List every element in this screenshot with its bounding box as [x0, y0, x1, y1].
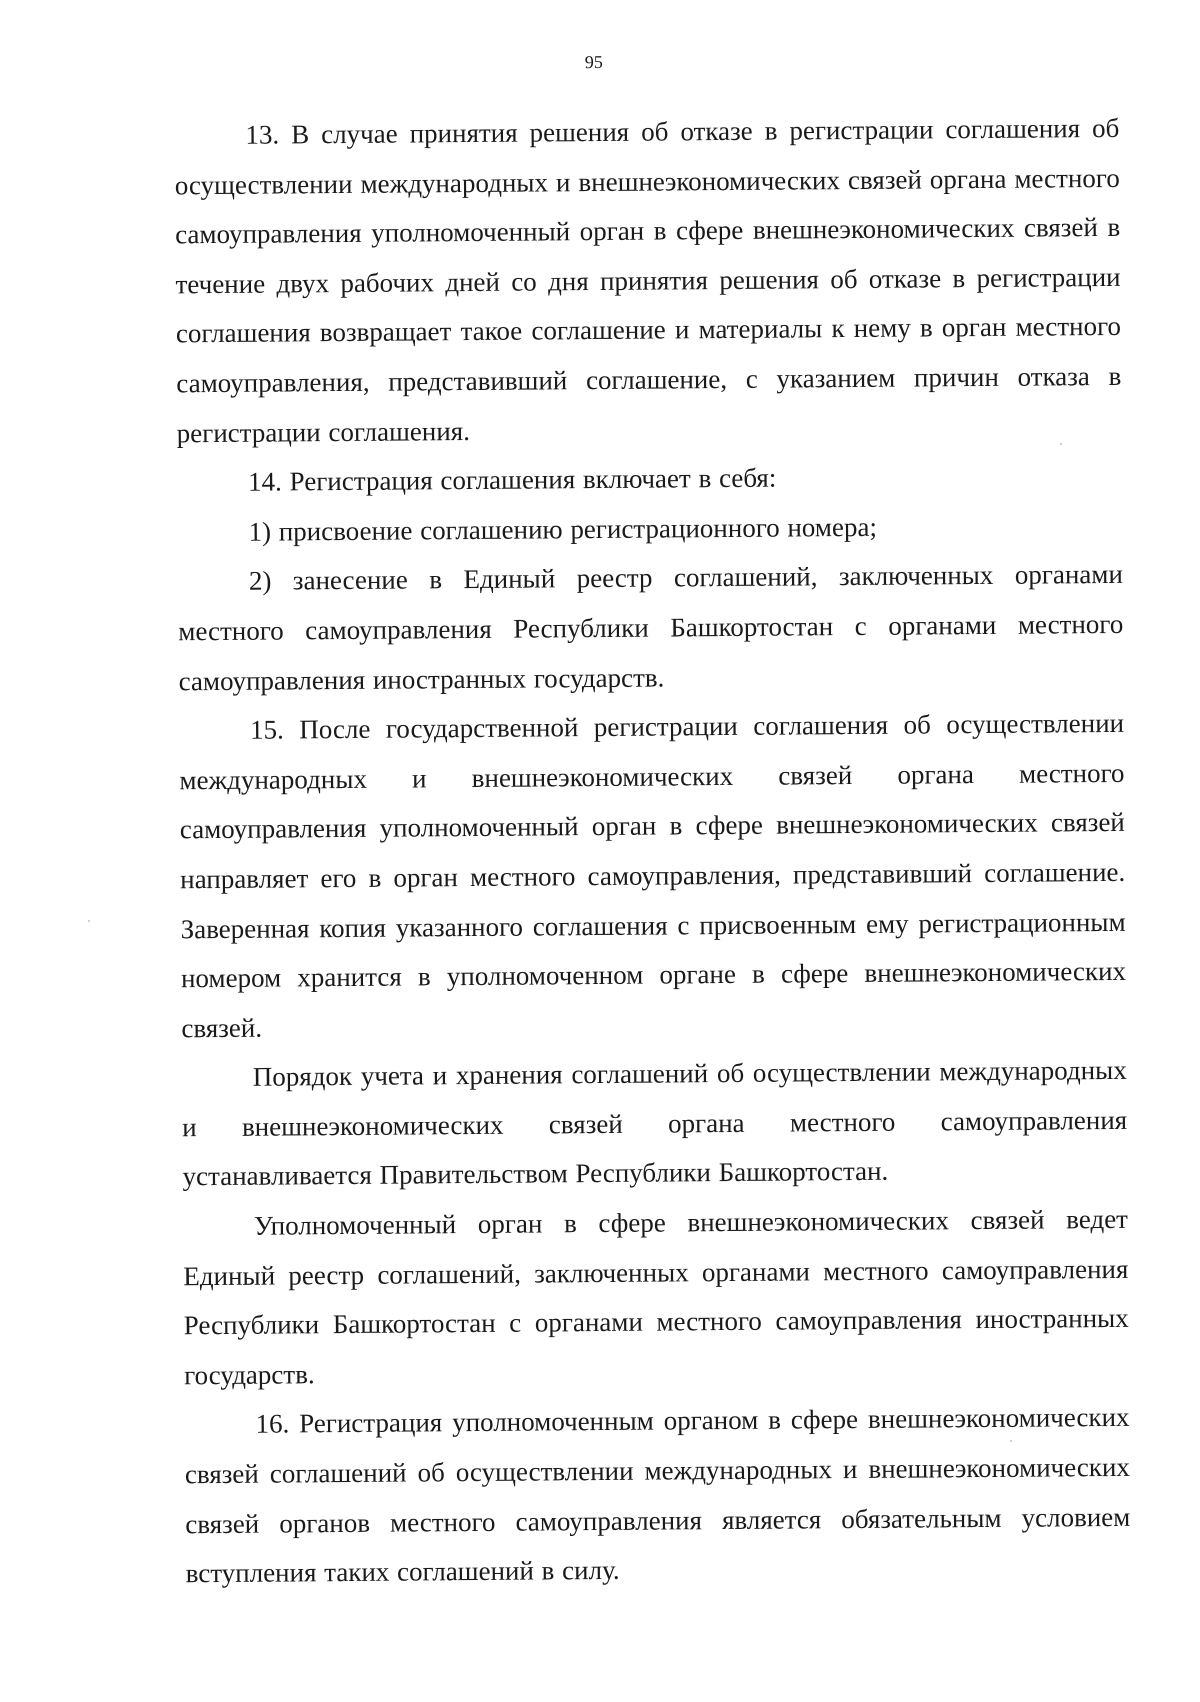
paragraph-15-storage: Порядок учета и хранения соглашений об осуществлении международных и внешнеэкономических связей органа местного самоуправления устанавливается Правительством Республики Башкортостан. — [182, 1055, 1128, 1192]
paragraph-15-registry: Уполномоченный орган в сфере внешнеэкономических связей ведет Единый реестр соглашений, заключенных органами местного самоуправления Республики Башкортостан с органами местного самоуправления иностранных государств. — [183, 1203, 1129, 1391]
scan-speck — [1060, 443, 1062, 445]
scan-speck — [88, 920, 90, 922]
paragraph-15: 15. После государственной регистрации соглашения об осуществлении международных и внешнеэкономических связей органа местного самоуправления уполномоченный орган в сфере внешнеэкономических связей направляет его в орган местного самоуправления, представивший соглашение. Заверенная копия указанного соглашения с присвоенным ему регистрационным номером хранится в уполномоченном органе в сфере внешнеэкономических связей. — [179, 708, 1127, 1043]
paragraph-14-item-2: 2) занесение в Единый реестр соглашений, заключенных органами местного самоуправления Республики Башкортостан с органами местного самоуправления иностранных государств. — [178, 559, 1124, 696]
paragraph-13: 13. В случае принятия решения об отказе в регистрации соглашения об осуществлении международных и внешнеэкономических связей органа местного самоуправления уполномоченный орган в сфере внешнеэкономических связей в течение двух рабочих дней со дня принятия решения об отказе в регистрации соглашения возвращает такое соглашение и материалы к нему в орган местного самоуправления, представивший соглашение, с указанием причин отказа в регистрации соглашения. — [174, 112, 1122, 448]
page-number: 95 — [584, 51, 603, 73]
scan-speck — [1010, 1440, 1012, 1442]
document-body — [174, 104, 1131, 1599]
paragraph-14: 14. Регистрация соглашения включает в себя: — [247, 462, 777, 497]
paragraph-14-item-1: 1) присвоение соглашению регистрационного номера; — [248, 511, 878, 547]
paragraph-16: 16. Регистрация уполномоченным органом в сфере внешнеэкономических связей соглашений об осуществлении международных и внешнеэкономических связей органов местного самоуправления является обязательным условием вступления таких соглашений в силу. — [184, 1402, 1131, 1589]
